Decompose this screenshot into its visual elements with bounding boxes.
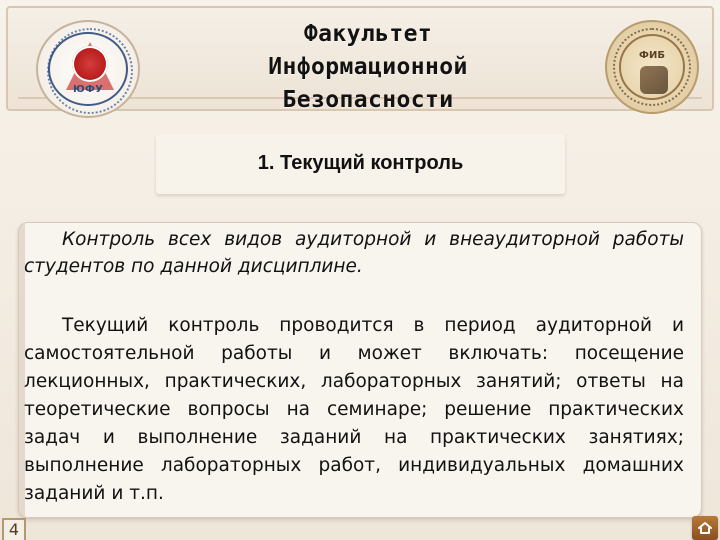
faculty-logo-figure-icon bbox=[640, 66, 668, 94]
page-number: 4 bbox=[2, 518, 26, 540]
italic-paragraph: Контроль всех видов аудиторной и внеаудиторной работы студентов по данной дисциплине. bbox=[24, 229, 684, 277]
title-line-1: Факультет bbox=[303, 21, 433, 47]
faculty-logo bbox=[605, 20, 699, 114]
page-title bbox=[198, 18, 538, 117]
university-logo-text: ЮФУ bbox=[73, 84, 103, 95]
home-button[interactable] bbox=[692, 516, 718, 540]
subtitle-box bbox=[156, 134, 565, 194]
university-logo bbox=[36, 20, 140, 118]
main-paragraph: Текущий контроль проводится в период аудиторной и самостоятельной работы и может включать: посещение лекционных, практических, лабораторных занятий; ответы на теоретические вопросы на семинаре; решение практических задач и выполнение заданий на практических занятиях; выполнение лабораторных работ, индивидуальных домашних заданий и т.п. bbox=[24, 315, 684, 504]
title-line-2: Информационной bbox=[268, 54, 468, 80]
header-frame bbox=[6, 6, 714, 111]
title-line-3: Безопасности bbox=[282, 87, 454, 113]
home-icon bbox=[697, 521, 713, 535]
logo-sun-shape bbox=[72, 46, 108, 82]
faculty-logo-text: ФИБ bbox=[639, 50, 665, 61]
slide-subtitle: 1. Текущий контроль bbox=[257, 152, 464, 174]
